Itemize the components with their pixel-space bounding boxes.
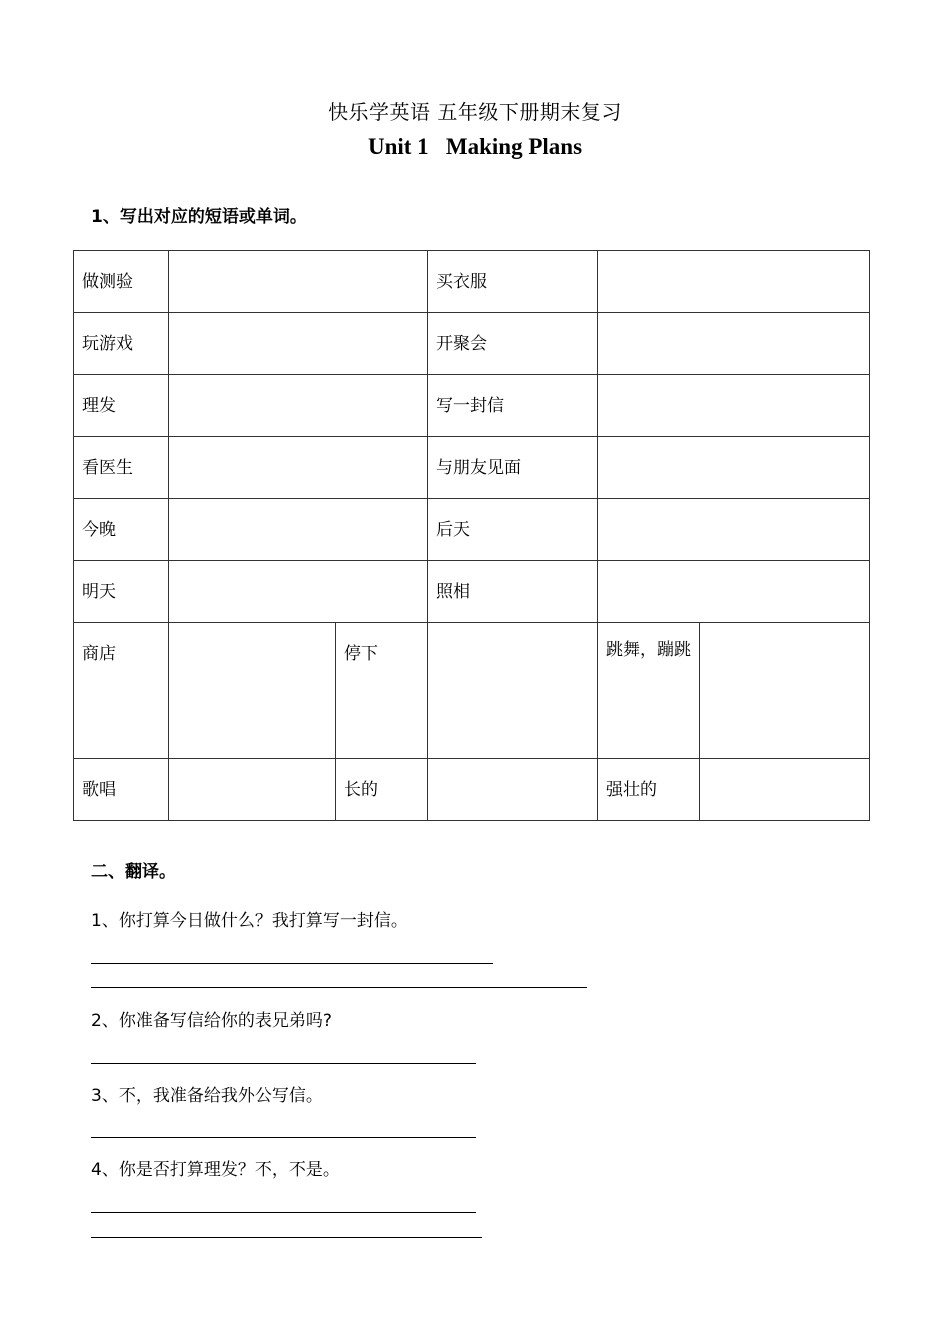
answer-cell[interactable] — [428, 759, 598, 821]
answer-cell[interactable] — [169, 375, 428, 437]
term-cell: 明天 — [74, 561, 169, 623]
answer-line[interactable] — [91, 1063, 476, 1064]
table-row — [74, 561, 870, 623]
answer-cell[interactable] — [598, 313, 870, 375]
answer-line[interactable] — [91, 1137, 476, 1138]
section1-heading: 1、写出对应的短语或单词。 — [91, 207, 307, 227]
answer-cell[interactable] — [169, 561, 428, 623]
term-cell: 长的 — [336, 759, 428, 821]
answer-cell[interactable] — [598, 437, 870, 499]
answer-line[interactable] — [91, 1212, 476, 1213]
table-row — [74, 375, 870, 437]
answer-cell[interactable] — [598, 499, 870, 561]
term-cell: 玩游戏 — [74, 313, 169, 375]
table-row — [74, 623, 870, 759]
answer-cell[interactable] — [169, 313, 428, 375]
term-cell: 写一封信 — [428, 375, 598, 437]
table-row — [74, 759, 870, 821]
vocabulary-table — [73, 250, 870, 821]
answer-cell[interactable] — [700, 623, 870, 759]
term-cell — [598, 623, 700, 759]
term-cell: 照相 — [428, 561, 598, 623]
answer-cell[interactable] — [169, 623, 336, 759]
term-cell: 停下 — [336, 623, 428, 759]
term-label: 跳舞，蹦跳 — [606, 640, 691, 660]
term-cell: 与朋友见面 — [428, 437, 598, 499]
term-cell: 歌唱 — [74, 759, 169, 821]
answer-cell[interactable] — [428, 623, 598, 759]
table-row — [74, 499, 870, 561]
question-2: 2、你准备写信给你的表兄弟吗? — [91, 1011, 332, 1031]
term-cell: 商店 — [74, 623, 169, 759]
document-title: 快乐学英语 五年级下册期末复习 — [328, 100, 622, 124]
term-cell: 后天 — [428, 499, 598, 561]
answer-cell[interactable] — [169, 759, 336, 821]
term-cell: 今晚 — [74, 499, 169, 561]
answer-cell[interactable] — [169, 251, 428, 313]
answer-cell[interactable] — [598, 251, 870, 313]
answer-line[interactable] — [91, 987, 587, 988]
term-cell: 做测验 — [74, 251, 169, 313]
answer-cell[interactable] — [169, 437, 428, 499]
section2-heading: 二、翻译。 — [91, 862, 176, 882]
table-row — [74, 313, 870, 375]
table-row — [74, 251, 870, 313]
question-4: 4、你是否打算理发？不，不是。 — [91, 1160, 340, 1180]
question-1: 1、你打算今日做什么？我打算写一封信。 — [91, 911, 408, 931]
answer-line[interactable] — [91, 1237, 482, 1238]
term-cell: 强壮的 — [598, 759, 700, 821]
answer-cell[interactable] — [169, 499, 428, 561]
answer-cell[interactable] — [700, 759, 870, 821]
table-row — [74, 437, 870, 499]
term-cell: 买衣服 — [428, 251, 598, 313]
answer-cell[interactable] — [598, 375, 870, 437]
unit-title: Unit 1 Making Plans — [367, 134, 583, 159]
answer-line[interactable] — [91, 963, 493, 964]
term-cell: 看医生 — [74, 437, 169, 499]
term-cell: 理发 — [74, 375, 169, 437]
term-cell: 开聚会 — [428, 313, 598, 375]
question-3: 3、不，我准备给我外公写信。 — [91, 1086, 323, 1106]
